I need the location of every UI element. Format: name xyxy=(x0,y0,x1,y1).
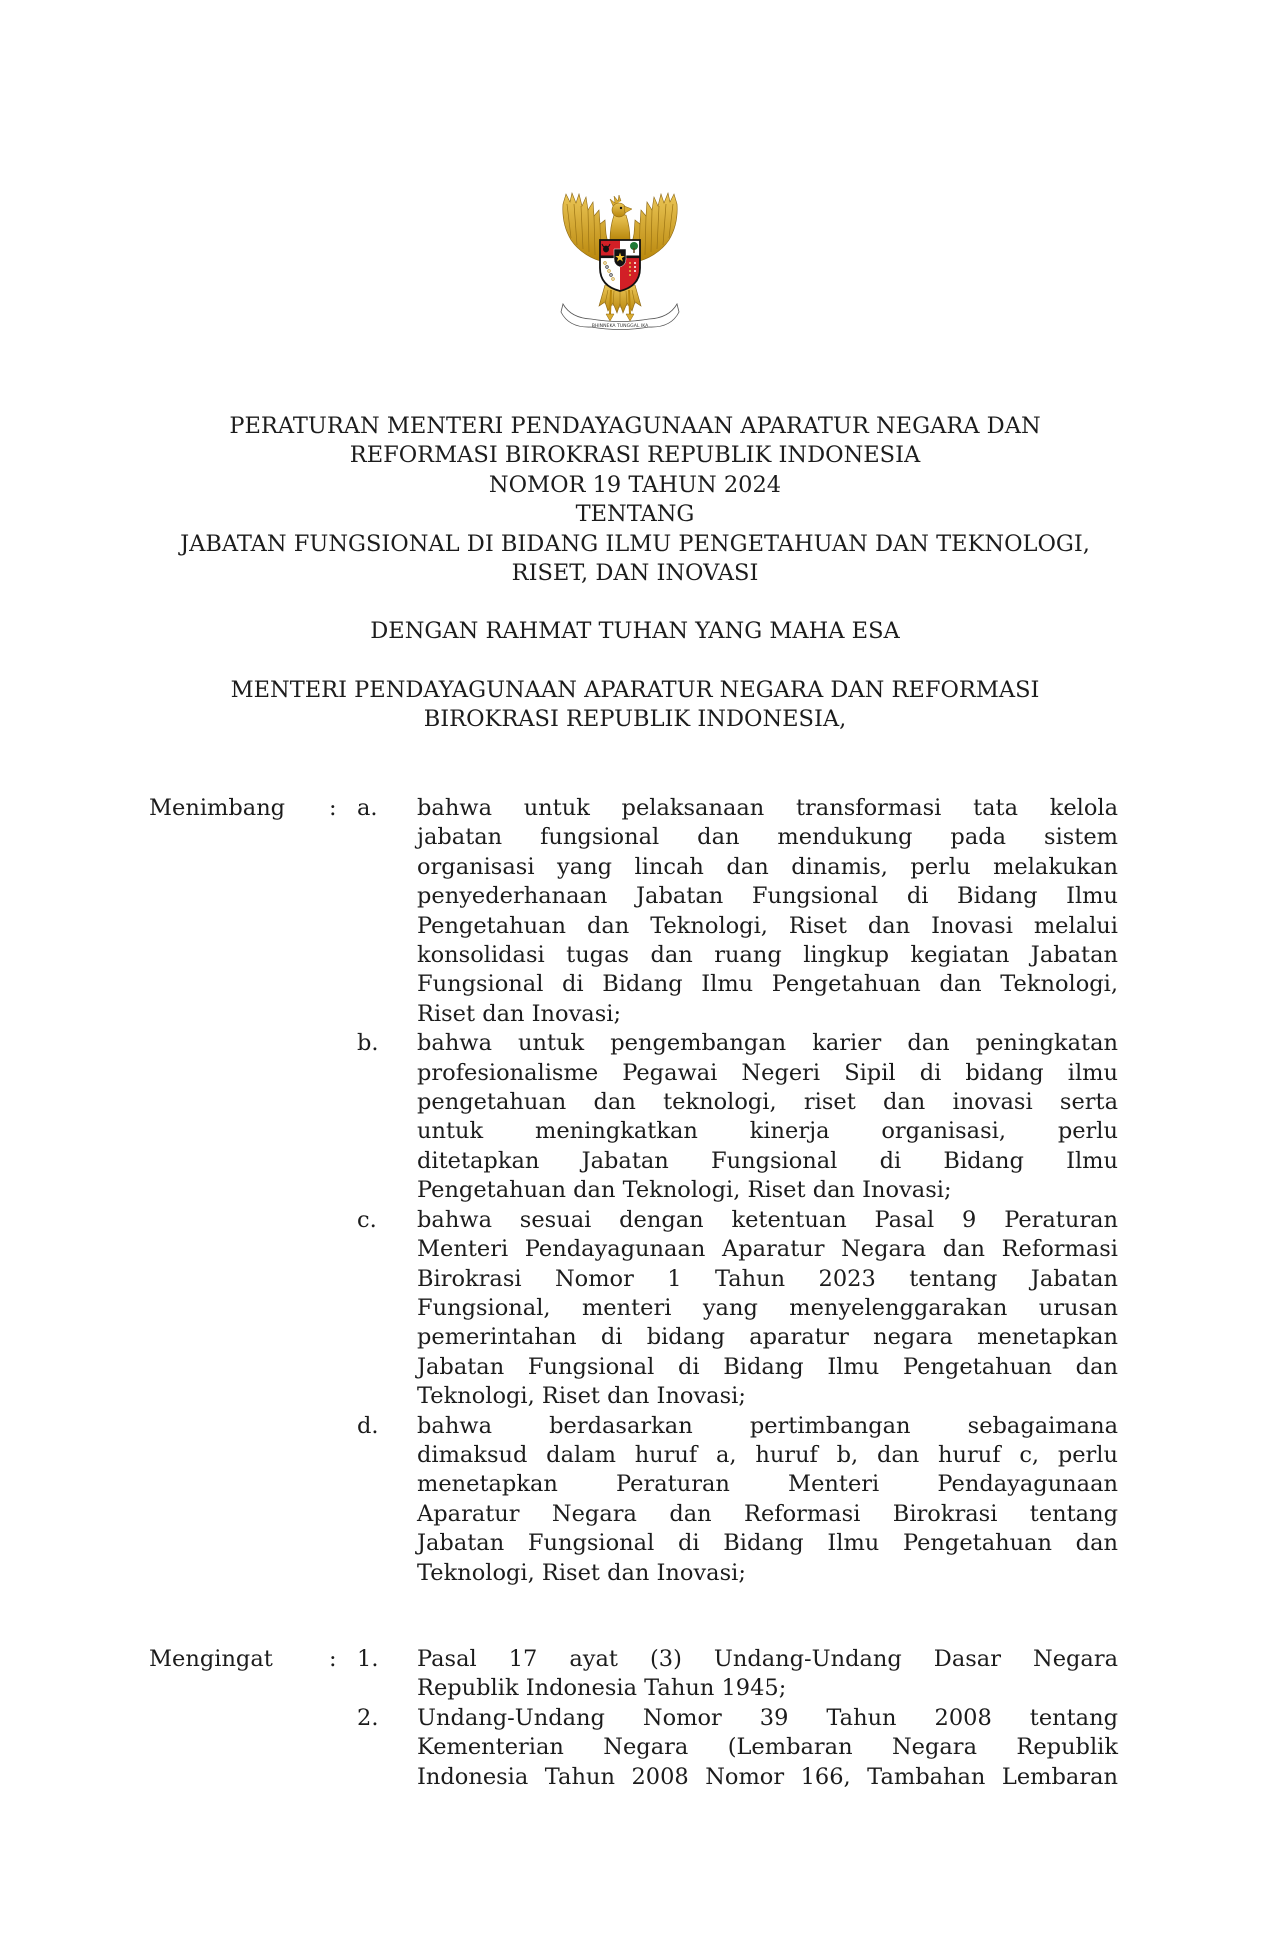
text-line: Pengetahuan dan Teknologi, Riset dan Inovasi; xyxy=(417,1177,952,1204)
invocation xyxy=(0,617,1270,646)
text-line: Teknologi, Riset dan Inovasi; xyxy=(417,1559,746,1586)
considering-items xyxy=(357,794,1118,1588)
clause-separator: : xyxy=(329,1646,337,1672)
considering-item-b xyxy=(357,1029,1118,1205)
recalling-item-2 xyxy=(357,1704,1118,1792)
text-line: Republik Indonesia Tahun 1945; xyxy=(417,1675,787,1702)
garuda-pancasila-emblem xyxy=(555,190,685,335)
item-text xyxy=(417,1704,1118,1792)
text-line: Pasal 17 ayat (3) Undang-Undang Dasar Negara xyxy=(417,1646,1118,1672)
text-line: Aparatur Negara dan Reformasi Birokrasi tentang xyxy=(417,1500,1118,1527)
text-line: Menteri Pendayagunaan Aparatur Negara dan Reformasi xyxy=(417,1236,1118,1263)
text-line: Teknologi, Riset dan Inovasi; xyxy=(417,1383,746,1410)
text-line: pemerintahan di bidang aparatur negara menetapkan xyxy=(417,1324,1118,1351)
text-line: profesionalisme Pegawai Negeri Sipil di bidang ilmu xyxy=(417,1059,1118,1086)
clause-label: Menimbang xyxy=(149,795,286,821)
text-line: Fungsional, menteri yang menyelenggarakan urusan xyxy=(417,1294,1118,1321)
recalling-items xyxy=(357,1645,1118,1792)
item-marker: 1. xyxy=(357,1646,379,1672)
considering-item-a xyxy=(357,794,1118,1029)
emblem-motto-text: BHINNEKA TUNGGAL IKA xyxy=(591,324,649,329)
issuer-line: MENTERI PENDAYAGUNAAN APARATUR NEGARA DAN REFORMASI xyxy=(230,677,1040,703)
title-line: NOMOR 19 TAHUN 2024 xyxy=(488,471,782,498)
text-line: organisasi yang lincah dan dinamis, perlu melakukan xyxy=(417,853,1118,880)
text-line: dimaksud dalam huruf a, huruf b, dan huruf c, perlu xyxy=(417,1441,1118,1468)
clause-separator: : xyxy=(329,795,337,821)
title-line: RISET, DAN INOVASI xyxy=(511,560,759,587)
text-line: Kementerian Negara (Lembaran Negara Republik xyxy=(417,1734,1118,1761)
text-line: untuk meningkatkan kinerja organisasi, perlu xyxy=(417,1118,1118,1145)
text-line: bahwa untuk pengembangan karier dan peningkatan xyxy=(417,1030,1118,1057)
issuer-line: BIROKRASI REPUBLIK INDONESIA, xyxy=(423,706,847,733)
text-line: konsolidasi tugas dan ruang lingkup kegiatan Jabatan xyxy=(417,942,1118,969)
text-line: ditetapkan Jabatan Fungsional di Bidang Ilmu xyxy=(417,1147,1118,1174)
title-line: TENTANG xyxy=(575,501,695,528)
item-text xyxy=(417,794,1118,1029)
text-line: bahwa sesuai dengan ketentuan Pasal 9 Peraturan xyxy=(417,1206,1118,1233)
considering-item-c xyxy=(357,1206,1118,1412)
recalling-item-1 xyxy=(357,1645,1118,1704)
title-line: JABATAN FUNGSIONAL DI BIDANG ILMU PENGETAHUAN DAN TEKNOLOGI, xyxy=(180,530,1090,557)
text-line: Jabatan Fungsional di Bidang Ilmu Pengetahuan dan xyxy=(417,1353,1118,1380)
text-line: penyederhanaan Jabatan Fungsional di Bidang Ilmu xyxy=(417,883,1118,910)
item-marker: d. xyxy=(357,1412,379,1439)
text-line: Fungsional di Bidang Ilmu Pengetahuan dan Teknologi, xyxy=(417,971,1118,998)
invocation-line: DENGAN RAHMAT TUHAN YANG MAHA ESA xyxy=(370,618,900,644)
considering-item-d xyxy=(357,1412,1118,1588)
item-text xyxy=(417,1412,1118,1588)
text-line: bahwa berdasarkan pertimbangan sebagaimana xyxy=(417,1412,1118,1439)
item-text xyxy=(417,1206,1118,1412)
item-marker: 2. xyxy=(357,1704,379,1731)
text-line: Jabatan Fungsional di Bidang Ilmu Pengetahuan dan xyxy=(417,1530,1118,1557)
item-marker: c. xyxy=(357,1206,377,1233)
emblem-neck-and-head xyxy=(610,195,632,240)
text-line: jabatan fungsional dan mendukung pada sistem xyxy=(417,824,1118,851)
item-marker: b. xyxy=(357,1030,379,1057)
clause-label: Mengingat xyxy=(149,1646,273,1672)
issuer xyxy=(0,676,1270,735)
text-line: bahwa untuk pelaksanaan transformasi tata kelola xyxy=(417,795,1118,821)
text-line: Undang-Undang Nomor 39 Tahun 2008 tentang xyxy=(417,1704,1118,1731)
text-line: pengetahuan dan teknologi, riset dan inovasi serta xyxy=(417,1089,1118,1116)
regulation-title xyxy=(0,412,1270,588)
text-line: menetapkan Peraturan Menteri Pendayagunaan xyxy=(417,1471,1118,1498)
item-text xyxy=(417,1029,1118,1205)
text-line: Indonesia Tahun 2008 Nomor 166, Tambahan Lembaran xyxy=(417,1763,1118,1790)
text-line: Pengetahuan dan Teknologi, Riset dan Inovasi melalui xyxy=(417,912,1118,939)
text-line: Riset dan Inovasi; xyxy=(417,1000,622,1027)
item-text xyxy=(417,1645,1118,1704)
title-line: REFORMASI BIROKRASI REPUBLIK INDONESIA xyxy=(349,442,921,469)
text-line: Birokrasi Nomor 1 Tahun 2023 tentang Jabatan xyxy=(417,1265,1118,1292)
item-marker: a. xyxy=(357,795,378,821)
title-line: PERATURAN MENTERI PENDAYAGUNAAN APARATUR NEGARA DAN xyxy=(229,413,1041,439)
emblem-shield xyxy=(600,240,640,292)
